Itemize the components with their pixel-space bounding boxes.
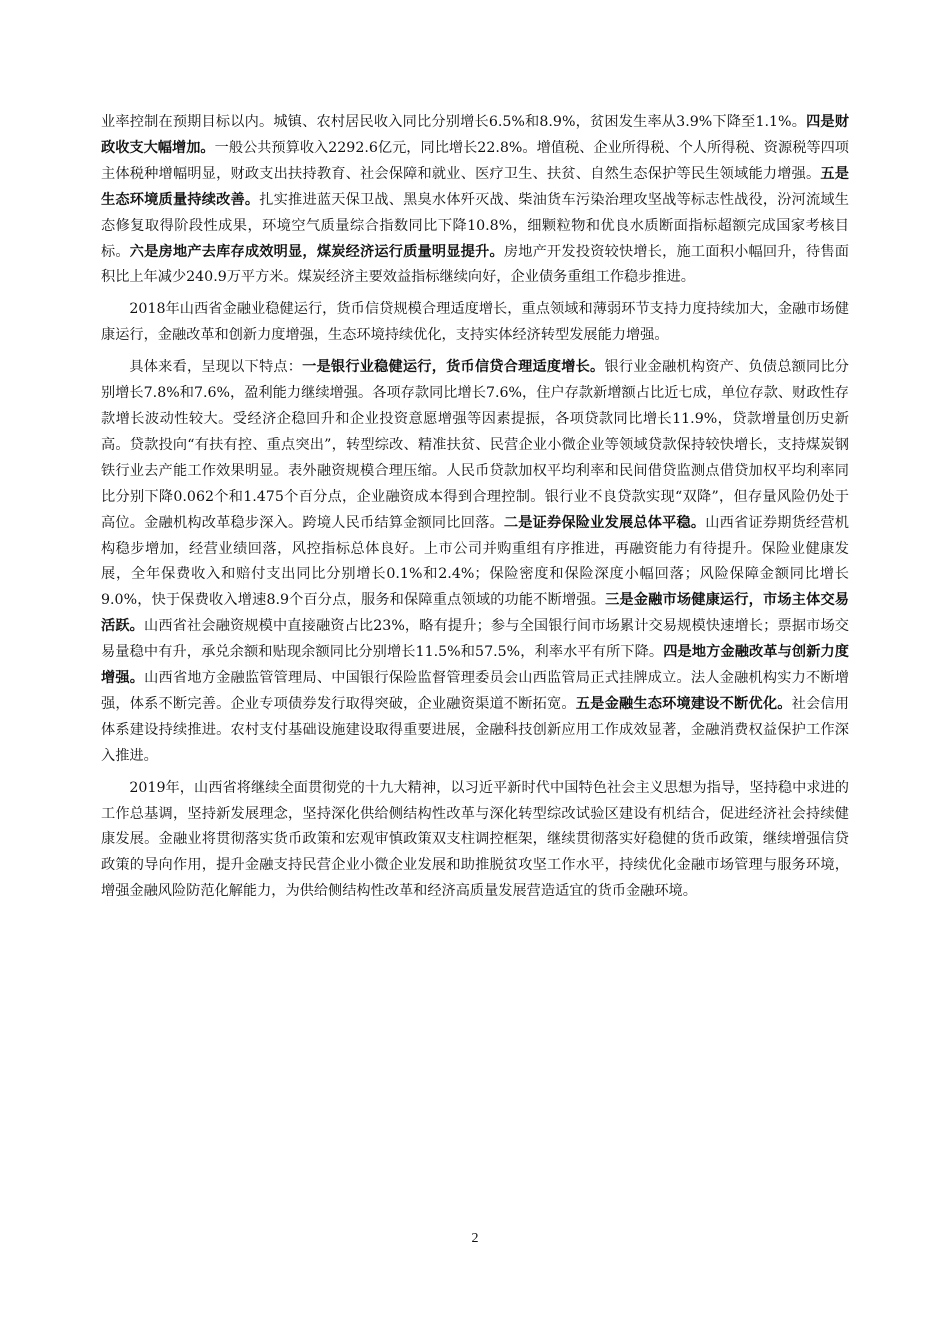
bold-heading-phrase: 四是地方金融改革与创新力度增强。	[101, 644, 849, 687]
text-run: 社会信用体系建设持续推进。农村支付基础设施建设取得重要进展，金融科技创新应用工作成效显著，金融消费权益保护工作深入推进。	[101, 695, 849, 764]
text-run: 山西省证券期货经营机构稳步增加，经营业绩回落，风控指标总体良好。上市公司并购重组有序推进，再融资能力有待提升。保险业健康发展，全年保费收入和赔付支出同比分别增长0.1%和2.4%；保险密度和保险深度小幅回落；风险保障金额同比增长9.0%，快于保费收入增速8.9个百分点，服务和保障重点领域的功能不断增强。	[101, 514, 849, 609]
paragraph	[101, 355, 849, 770]
text-run: 2018年山西省金融业稳健运行，货币信贷规模合理适度增长，重点领域和薄弱环节支持力度持续加大，金融市场健康运行，金融改革和创新力度增强，生态环境持续优化，支持实体经济转型发展能力增强。	[101, 301, 849, 344]
bold-heading-phrase: 六是房地产去库存成效明显，煤炭经济运行质量明显提升。	[129, 243, 504, 260]
text-run: 银行业金融机构资产、负债总额同比分别增长7.8%和7.6%，盈利能力继续增强。各项存款同比增长7.6%，住户存款新增额占比近七成，单位存款、财政性存款增长波动性较大。受经济企稳回升和企业投资意愿增强等因素提振，各项贷款同比增长11.9%，贷款增量创历史新高。贷款投向“有扶有控、重点突出”，转型综改、精准扶贫、民营企业小微企业等领域贷款保持较快增长，支持煤炭钢铁行业去产能工作效果明显。表外融资规模合理压缩。人民币贷款加权平均利率和民间借贷监测点借贷加权平均利率同比分别下降0.062个和1.475个百分点，企业融资成本得到合理控制。银行业不良贷款实现“双降”，但存量风险仍处于高位。金融机构改革稳步深入。跨境人民币结算金额同比回落。	[101, 359, 849, 531]
text-run: 具体来看，呈现以下特点：	[129, 359, 303, 376]
bold-heading-phrase: 四是财政收支大幅增加。	[101, 114, 849, 156]
bold-heading-phrase: 三是金融市场健康运行，市场主体交易活跃。	[101, 592, 849, 635]
text-run: 一般公共预算收入2292.6亿元，同比增长22.8%。增值税、企业所得税、个人所得税、资源税等四项主体税种增幅明显，财政支出扶持教育、社会保障和就业、医疗卫生、扶贫、自然生态保护等民生领域能力增强。	[101, 139, 849, 182]
page-number: 2	[471, 1231, 479, 1246]
paragraph	[101, 110, 849, 291]
text-run: 2019年，山西省将继续全面贯彻党的十九大精神，以习近平新时代中国特色社会主义思想为指导，坚持稳中求进的工作总基调，坚持新发展理念，坚持深化供给侧结构性改革与深化转型综改试验区建设有机结合，促进经济社会持续健康发展。金融业将贯彻落实货币政策和宏观审慎政策双支柱调控框架，继续贯彻落实好稳健的货币政策，继续增强信贷政策的导向作用，提升金融支持民营企业小微企业发展和助推脱贫攻坚工作水平，持续优化金融市场管理与服务环境，增强金融风险防范化解能力，为供给侧结构性改革和经济高质量发展营造适宜的货币金融环境。	[101, 779, 849, 900]
bold-heading-phrase: 一是银行业稳健运行，货币信贷合理适度增长。	[302, 359, 605, 376]
text-run: 山西省地方金融监管管理局、中国银行保险监督管理委员会山西监管局正式挂牌成立。法人金融机构实力不断增强，体系不断完善。企业专项债券发行取得突破，企业融资渠道不断拓宽。	[101, 670, 849, 712]
text-run: 山西省社会融资规模中直接融资占比23%，略有提升；参与全国银行间市场累计交易规模快速增长；票据市场交易量稳中有升，承兑余额和贴现余额同比分别增长11.5%和57.5%，利率水平有所下降。	[101, 618, 849, 661]
document-body	[101, 110, 849, 911]
paragraph	[101, 776, 849, 906]
paragraph	[101, 297, 849, 349]
text-run: 房地产开发投资较快增长，施工面积小幅回升，待售面积比上年减少240.9万平方米。煤炭经济主要效益指标继续向好，企业债务重组工作稳步推进。	[101, 243, 849, 286]
text-run: 扎实推进蓝天保卫战、黑臭水体歼灭战、柴油货车污染治理攻坚战等标志性战役，汾河流域生态修复取得阶段性成果，环境空气质量综合指数同比下降10.8%，细颗粒物和优良水质断面指标超额完成国家考核目标。	[101, 191, 849, 260]
bold-heading-phrase: 五是金融生态环境建设不断优化。	[575, 695, 792, 712]
text-run: 业率控制在预期目标以内。城镇、农村居民收入同比分别增长6.5%和8.9%，贫困发生率从3.9%下降至1.1%。	[101, 114, 807, 130]
bold-heading-phrase: 二是证券保险业发展总体平稳。	[503, 514, 706, 531]
bold-heading-phrase: 五是生态环境质量持续改善。	[101, 165, 849, 208]
